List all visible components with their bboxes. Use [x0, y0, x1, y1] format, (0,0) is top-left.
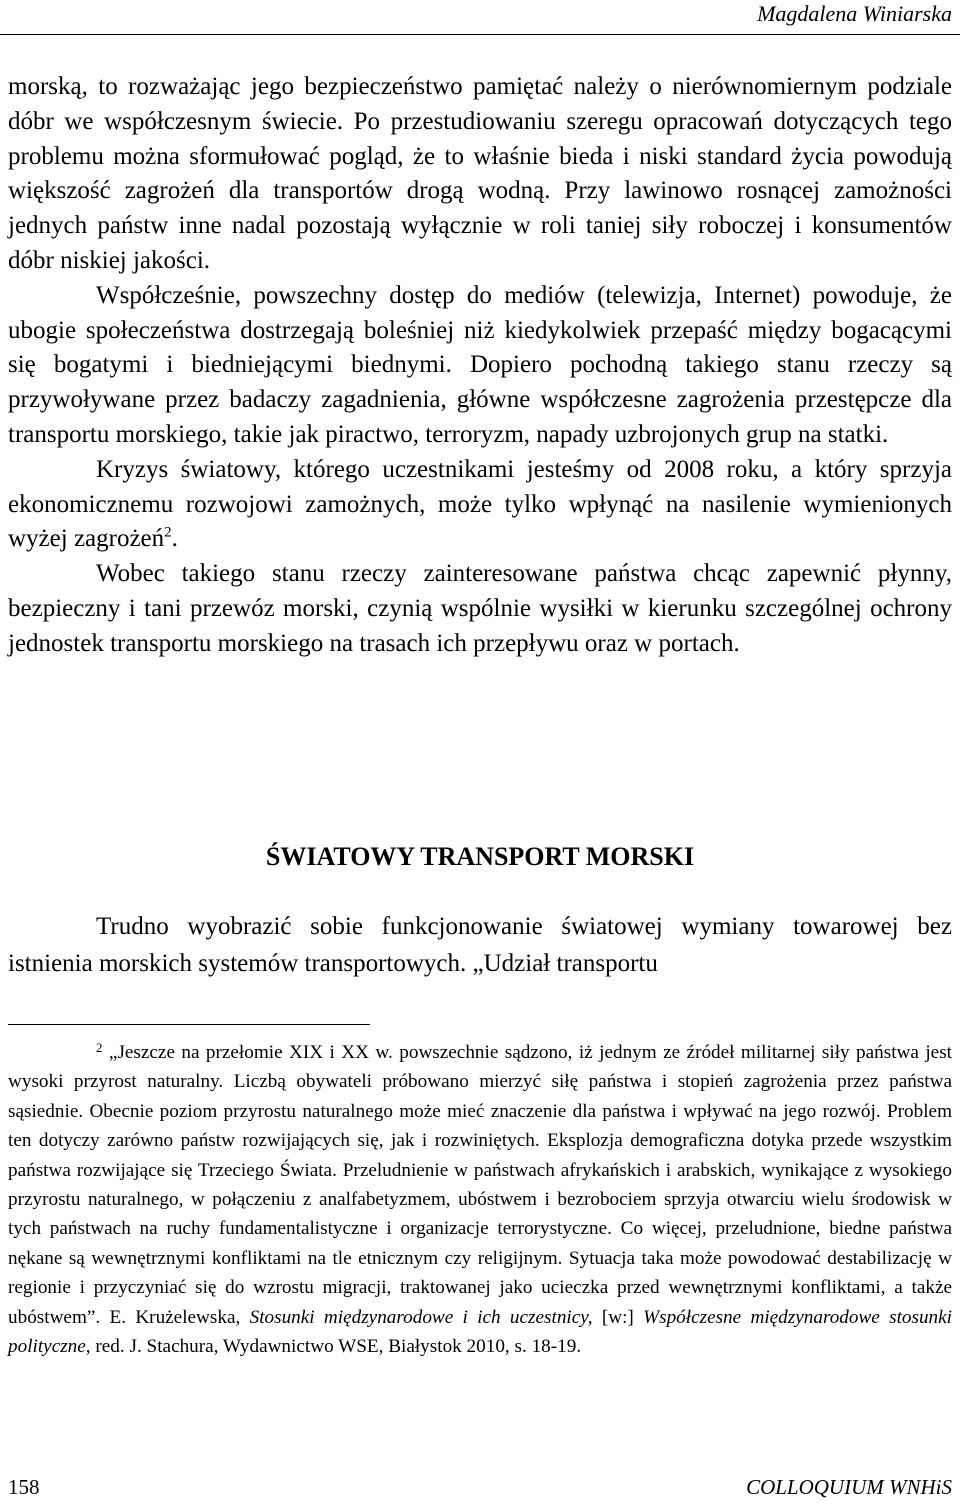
- section-text: [8, 908, 952, 982]
- footnote-paragraph: [8, 1038, 952, 1361]
- footnote-reference[interactable]: 2: [164, 525, 172, 542]
- footnote-tail: , red. J. Stachura, Wydawnictwo WSE, Białystok 2010, s. 18-19.: [85, 1336, 582, 1358]
- footnote-separator: [8, 1024, 370, 1025]
- section-paragraph-1: Trudno wyobrazić sobie funkcjonowanie światowej wymiany towarowej bez istnienia morskich systemów transportowych. „Udział transportu: [8, 913, 952, 977]
- paragraph-3: [8, 453, 952, 557]
- footnote-book-title: Współczesne międzynarodowe stosunki polityczne: [8, 1306, 952, 1358]
- paragraph-2: Współcześnie, powszechny dostęp do mediów (telewizja, Internet) powoduje, że ubogie społeczeństwa dostrzegają boleśniej niż kiedykolwiek przepaść między bogacącymi się bogatymi i biedniejącymi biednymi. Dopiero pochodną takiego stanu rzeczy są przywoływane przez badaczy zagadnienia, główne współczesne zagrożenia przestępcze dla transportu morskiego, takie jak piractwo, terroryzm, napady uzbrojonych grup na statki.: [8, 281, 952, 448]
- main-text: [8, 70, 952, 662]
- journal-name: COLLOQUIUM WNHiS: [746, 1475, 952, 1499]
- footnote-in: [w:]: [592, 1306, 644, 1328]
- page-number: 158: [8, 1475, 40, 1499]
- footnote-text: „Jeszcze na przełomie XIX i XX w. powszechnie sądzono, iż jednym ze źródeł militarnej siły państwa jest wysoki przyrost naturalny. Liczbą obywateli próbowano mierzyć siłę państwa i stopień zagrożenia przez państwa sąsiednie. Obecnie poziom przyrostu naturalnego może mieć znaczenie dla państwa i wpływać na jego rozwój. Problem ten dotyczy zarówno państw rozwijających się, jak i rozwiniętych. Eksplozja demograficzna dotyka przede wszystkim państwa rozwijające się Trzeciego Świata. Przeludnienie w państwach afrykańskich i arabskich, wynikające z wysokiego przyrostu naturalnego, w połączeniu z analfabetyzmem, ubóstwem i bezrobociem sprzyja otwarciu wielu środowisk w tych państwach na ruchy fundamentalistyczne i organizacje terrorystyczne. Co więcej, przeludnione, biedne państwa nękane są wewnętrznymi konfliktami na tle etnicznym czy religijnym. Sytuacja taka może powodować destabilizację w regionie i przyczyniać się do wzrostu migracji, traktowanej jako ucieczka przed wewnętrznymi konfliktami, a także ubóstwem”. E. Krużelewska,: [8, 1042, 952, 1328]
- section-heading: ŚWIATOWY TRANSPORT MORSKI: [265, 842, 695, 871]
- paragraph-1: morską, to rozważając jego bezpieczeństwo pamiętać należy o nierównomiernym podziale dóbr we współczesnym świecie. Po przestudiowaniu szeregu opracowań dotyczących tego problemu można sformułować pogląd, że to właśnie bieda i niski standard życia powodują większość zagrożeń dla transportów drogą wodną. Przy lawinowo rosnącej zamożności jednych państw inne nadal pozostają wyłącznie w roli taniej siły roboczej i konsumentów dóbr niskiej jakości.: [8, 73, 952, 274]
- footnote-article-title: Stosunki międzynarodowe i ich uczestnicy,: [249, 1306, 593, 1328]
- header-rule: [0, 34, 960, 35]
- running-header-author: Magdalena Winiarska: [757, 1, 952, 26]
- footnote-number: 2: [96, 1040, 103, 1055]
- paragraph-3-text: Kryzys światowy, którego uczestnikami jesteśmy od 2008 roku, a który sprzyja ekonomicznemu rozwojowi zamożnych, może tylko wpłynąć na nasilenie wymienionych wyżej zagrożeń: [8, 455, 952, 553]
- paragraph-3-end: .: [171, 525, 178, 553]
- footnote: [8, 1038, 952, 1361]
- paragraph-4: Wobec takiego stanu rzeczy zainteresowane państwa chcąc zapewnić płynny, bezpieczny i tani przewóz morski, czynią wspólnie wysiłki w kierunku szczególnej ochrony jednostek transportu morskiego na trasach ich przepływu oraz w portach.: [8, 560, 952, 657]
